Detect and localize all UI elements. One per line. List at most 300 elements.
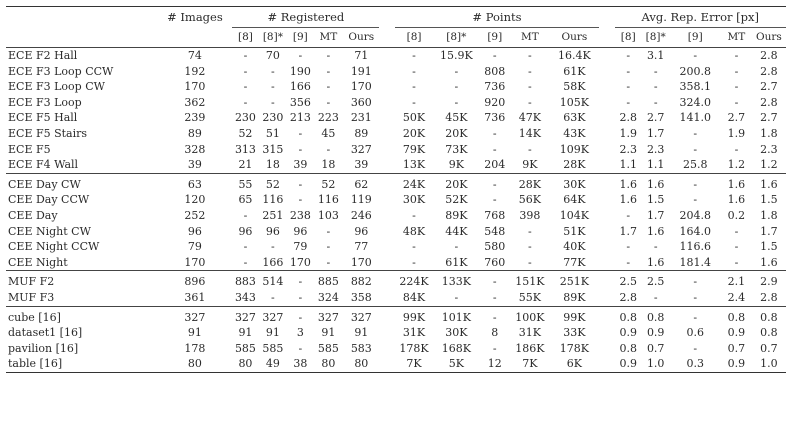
table-cell: 120 xyxy=(184,193,206,207)
dataset-name: ECE F3 Loop CCW xyxy=(8,64,114,78)
table-cell: 77 xyxy=(354,240,369,254)
table-cell: - xyxy=(412,64,416,78)
column-gap xyxy=(379,64,394,80)
table-cell: 14K xyxy=(518,126,541,140)
table-cell: - xyxy=(243,95,248,109)
table-cell: 0.8 xyxy=(721,306,752,325)
table-cell: 20K xyxy=(402,126,426,140)
table-cell: 91 xyxy=(187,326,202,340)
table-cell: 2.8 xyxy=(760,49,778,62)
table-cell: 0.9 xyxy=(727,326,746,340)
dataset-name: CEE Night CCW xyxy=(8,240,100,254)
table-cell: 25.8 xyxy=(682,158,708,172)
registered-header: # Registered xyxy=(232,7,379,28)
table-cell: 0.9 xyxy=(721,356,752,372)
table-cell: 2.7 xyxy=(646,111,665,125)
table-cell: 20K xyxy=(445,126,468,140)
table-cell: 3.1 xyxy=(646,49,665,62)
table-cell: 230 xyxy=(234,111,256,125)
table-cell: 96 xyxy=(238,224,253,238)
table-cell: 80 xyxy=(158,356,233,372)
table-cell: 103 xyxy=(317,208,339,222)
table-cell: 1.6 xyxy=(752,173,786,192)
table-cell: 0.9 xyxy=(615,356,642,372)
table-cell: 324 xyxy=(317,290,339,304)
table-cell: 79K xyxy=(402,142,426,156)
table-cell: - xyxy=(326,49,331,62)
table-cell: 882 xyxy=(343,271,379,290)
table-cell: 1.8 xyxy=(760,208,778,222)
dataset-name: MUF F2 xyxy=(6,271,158,290)
table-cell: 47K xyxy=(518,111,541,125)
table-cell: 133K xyxy=(433,271,479,290)
table-row xyxy=(6,110,786,126)
table-cell: 1.6 xyxy=(642,173,669,192)
table-cell: 223 xyxy=(317,111,339,125)
table-cell: 104K xyxy=(559,208,589,222)
table-cell: 200.8 xyxy=(679,64,711,78)
table-cell: - xyxy=(528,142,532,156)
table-cell: - xyxy=(326,142,331,156)
table-cell: 119 xyxy=(350,193,372,207)
table-cell: 45 xyxy=(321,126,336,140)
table-cell: 61K xyxy=(445,255,468,269)
table-cell: - xyxy=(326,255,331,269)
table-cell: - xyxy=(528,95,532,109)
table-cell: 16.4K xyxy=(558,49,591,62)
table-cell: 2.8 xyxy=(760,64,778,78)
table-cell: 18 xyxy=(321,158,336,172)
dataset-name: MUF F3 xyxy=(8,290,55,304)
table-cell: 313 xyxy=(234,142,256,156)
table-cell: - xyxy=(271,64,275,78)
table-cell: 164.0 xyxy=(679,224,711,238)
table-cell: 398 xyxy=(519,208,541,222)
table-cell: 230 xyxy=(262,111,284,125)
table-cell: - xyxy=(479,306,510,325)
table-cell: 327 xyxy=(350,142,372,156)
table-cell: 1.2 xyxy=(760,158,778,172)
table-cell: 80 xyxy=(232,356,258,372)
table-cell: 45K xyxy=(445,111,468,125)
table-cell: - xyxy=(326,240,331,254)
table-cell: - xyxy=(454,64,459,78)
table-cell: 2.4 xyxy=(727,290,746,304)
table-cell: 151K xyxy=(510,271,550,290)
table-cell: - xyxy=(243,255,248,269)
table-cell: 2.8 xyxy=(619,111,637,125)
table-cell: 30K xyxy=(402,193,426,207)
table-row xyxy=(6,157,786,173)
table-cell: 99K xyxy=(550,306,599,325)
table-row xyxy=(6,126,786,142)
table-cell: 52 xyxy=(259,173,288,192)
column-gap xyxy=(379,157,394,173)
table-cell: 79 xyxy=(187,240,202,254)
column-gap xyxy=(379,239,394,255)
table-cell: 2.5 xyxy=(615,271,642,290)
results-table xyxy=(6,6,786,373)
table-cell: 192 xyxy=(184,64,206,78)
table-cell: - xyxy=(693,290,698,304)
table-cell: 12 xyxy=(479,356,510,372)
table-cell: - xyxy=(492,142,497,156)
table-cell: 238 xyxy=(289,208,311,222)
table-cell: 0.9 xyxy=(646,326,665,340)
table-cell: 31K xyxy=(518,326,541,340)
table-cell: 100K xyxy=(510,306,550,325)
subheader-ours: Ours xyxy=(752,28,786,48)
table-cell: 91 xyxy=(265,326,280,340)
table-cell: 1.6 xyxy=(615,173,642,192)
table-cell: 2.8 xyxy=(760,290,778,304)
table-row xyxy=(6,290,786,306)
table-cell: - xyxy=(326,224,331,238)
table-cell: 252 xyxy=(184,208,206,222)
column-gap xyxy=(379,271,394,290)
table-row xyxy=(6,95,786,111)
table-cell: - xyxy=(243,49,248,62)
table-cell: 343 xyxy=(234,290,256,304)
table-cell: 43K xyxy=(563,126,586,140)
table-cell: 224K xyxy=(395,271,433,290)
column-gap xyxy=(599,271,614,290)
table-cell: 166 xyxy=(289,80,311,94)
column-gap xyxy=(379,48,394,64)
table-cell: 96 xyxy=(293,224,308,238)
subheader-ref9: [9] xyxy=(669,28,721,48)
table-row xyxy=(6,208,786,224)
table-row xyxy=(6,192,786,208)
column-gap xyxy=(379,325,394,341)
column-gap xyxy=(599,48,614,64)
table-cell: 583 xyxy=(350,341,372,355)
table-cell: - xyxy=(271,290,275,304)
table-cell: 2.3 xyxy=(760,142,778,156)
table-cell: 585 xyxy=(317,341,339,355)
dataset-name: CEE Day CW xyxy=(6,173,158,192)
table-cell: - xyxy=(653,64,658,78)
table-cell: 30K xyxy=(445,326,468,340)
table-cell: 89 xyxy=(354,126,369,140)
table-cell: 51 xyxy=(265,126,280,140)
table-cell: 1.5 xyxy=(760,193,778,207)
table-cell: - xyxy=(528,240,532,254)
table-cell: 885 xyxy=(314,271,344,290)
table-cell: 808 xyxy=(484,64,506,78)
table-cell: - xyxy=(693,142,698,156)
table-row xyxy=(6,48,786,64)
table-cell: 178 xyxy=(184,341,206,355)
column-gap xyxy=(599,126,614,142)
table-cell: - xyxy=(669,306,721,325)
table-cell: - xyxy=(734,95,739,109)
corner-cell xyxy=(6,28,158,48)
table-cell: 116 xyxy=(317,193,339,207)
table-cell: - xyxy=(454,95,459,109)
table-cell: 116.6 xyxy=(679,240,711,254)
dataset-name: ECE F5 xyxy=(8,142,51,156)
table-cell: 736 xyxy=(484,80,506,94)
table-row xyxy=(6,224,786,240)
table-cell: 361 xyxy=(184,290,206,304)
table-cell: 20K xyxy=(433,173,479,192)
table-cell: - xyxy=(287,173,313,192)
dataset-name: CEE Night xyxy=(8,255,68,269)
table-cell: 89K xyxy=(563,290,586,304)
column-gap xyxy=(379,110,394,126)
table-cell: 1.1 xyxy=(619,158,637,172)
table-cell: 7K xyxy=(510,356,550,372)
subheader-ref9: [9] xyxy=(287,28,313,48)
table-cell: 62 xyxy=(343,173,379,192)
subheader-ref8: [8] xyxy=(395,28,433,48)
table-cell: 1.5 xyxy=(646,193,665,207)
table-cell: 84K xyxy=(402,290,426,304)
table-cell: 79 xyxy=(293,240,308,254)
table-cell: 358.1 xyxy=(679,80,711,94)
table-cell: 49 xyxy=(259,356,288,372)
column-gap xyxy=(599,290,614,306)
dataset-name: CEE Day CCW xyxy=(8,193,90,207)
table-cell: 48K xyxy=(402,224,426,238)
dataset-name: cube [16] xyxy=(6,306,158,325)
table-cell: 52K xyxy=(445,193,468,207)
table-cell: 166 xyxy=(262,255,284,269)
table-cell: 38 xyxy=(287,356,313,372)
table-cell: 0.8 xyxy=(619,341,637,355)
table-cell: 2.7 xyxy=(760,80,778,94)
table-row xyxy=(6,79,786,95)
table-cell: 736 xyxy=(484,111,506,125)
subheader-ours: Ours xyxy=(550,28,599,48)
column-gap xyxy=(599,64,614,80)
table-cell: 30K xyxy=(550,173,599,192)
table-body xyxy=(6,48,786,373)
table-cell: - xyxy=(626,95,631,109)
table-cell: 883 xyxy=(232,271,258,290)
column-gap xyxy=(379,208,394,224)
table-cell: 548 xyxy=(484,224,506,238)
table-cell: - xyxy=(412,80,416,94)
column-gap xyxy=(379,255,394,271)
table-cell: 89 xyxy=(187,126,202,140)
table-cell: - xyxy=(271,240,275,254)
table-cell: 91 xyxy=(321,326,336,340)
table-cell: - xyxy=(326,80,331,94)
table-cell: 1.6 xyxy=(760,255,778,269)
table-cell: 585 xyxy=(234,341,256,355)
table-cell: 0.8 xyxy=(752,306,786,325)
table-cell: - xyxy=(626,80,631,94)
column-gap xyxy=(599,79,614,95)
table-cell: 5K xyxy=(433,356,479,372)
table-cell: 91 xyxy=(238,326,253,340)
table-cell: 170 xyxy=(184,80,206,94)
table-cell: 51K xyxy=(563,224,586,238)
table-cell: 96 xyxy=(265,224,280,238)
table-cell: 105K xyxy=(559,95,589,109)
table-cell: 70 xyxy=(265,49,280,62)
table-cell: - xyxy=(669,271,721,290)
table-cell: 77K xyxy=(563,255,586,269)
table-cell: - xyxy=(734,255,739,269)
table-cell: 231 xyxy=(350,111,372,125)
table-cell: - xyxy=(693,49,698,62)
column-gap xyxy=(379,173,394,192)
table-cell: 1.7 xyxy=(619,224,637,238)
table-cell: - xyxy=(626,208,631,222)
column-gap xyxy=(599,110,614,126)
table-cell: 1.9 xyxy=(727,126,746,140)
table-cell: 204.8 xyxy=(679,208,711,222)
table-cell: 80 xyxy=(314,356,344,372)
table-cell: 141.0 xyxy=(679,111,711,125)
table-cell: 0.7 xyxy=(646,341,665,355)
table-cell: 71 xyxy=(354,49,369,62)
subheader-ref8-star: [8]* xyxy=(642,28,669,48)
dataset-name: ECE F3 Loop CW xyxy=(8,80,105,94)
dataset-name: CEE Day xyxy=(8,208,58,222)
table-cell: 251 xyxy=(262,208,284,222)
table-cell: - xyxy=(287,306,313,325)
table-cell: - xyxy=(734,64,739,78)
subheader-ref8: [8] xyxy=(232,28,258,48)
table-cell: - xyxy=(626,240,631,254)
subheader-mt: MT xyxy=(510,28,550,48)
table-cell: 109K xyxy=(559,142,589,156)
table-cell: - xyxy=(492,290,497,304)
table-cell: 356 xyxy=(289,95,311,109)
subheader-mt: MT xyxy=(314,28,344,48)
table-cell: - xyxy=(298,126,303,140)
table-cell: - xyxy=(412,240,416,254)
table-cell: - xyxy=(626,255,631,269)
table-cell: - xyxy=(298,142,303,156)
table-cell: 7K xyxy=(395,356,433,372)
table-cell: 116 xyxy=(262,193,284,207)
table-cell: 920 xyxy=(484,95,506,109)
table-cell: 204 xyxy=(484,158,506,172)
table-cell: 9K xyxy=(522,158,538,172)
column-gap xyxy=(379,356,394,372)
table-cell: 96 xyxy=(354,224,369,238)
table-cell: 73K xyxy=(445,142,468,156)
table-cell: 0.8 xyxy=(615,306,642,325)
table-cell: - xyxy=(626,64,631,78)
dataset-name: pavilion [16] xyxy=(8,341,79,355)
table-cell: 251K xyxy=(550,271,599,290)
table-cell: 324.0 xyxy=(679,95,711,109)
table-cell: 6K xyxy=(550,356,599,372)
table-cell: 1.1 xyxy=(646,158,665,172)
header-gap xyxy=(599,7,614,28)
table-cell: 28K xyxy=(510,173,550,192)
table-cell: - xyxy=(734,240,739,254)
table-cell: 2.7 xyxy=(760,111,778,125)
table-cell: 99K xyxy=(395,306,433,325)
table-cell: 63 xyxy=(158,173,233,192)
table-cell: - xyxy=(298,193,303,207)
table-cell: - xyxy=(454,240,459,254)
table-cell: 0.9 xyxy=(619,326,637,340)
table-cell: 18 xyxy=(265,158,280,172)
dataset-name: ECE F5 Stairs xyxy=(8,126,88,140)
table-cell: 181.4 xyxy=(679,255,711,269)
table-cell: 178K xyxy=(559,341,589,355)
table-cell: 191 xyxy=(350,64,372,78)
table-cell: 213 xyxy=(289,111,311,125)
dataset-name: ECE F4 Wall xyxy=(8,158,79,172)
table-row xyxy=(6,356,786,372)
header-gap xyxy=(379,7,394,28)
table-cell: 15.9K xyxy=(439,49,473,62)
table-cell: 327 xyxy=(343,306,379,325)
column-gap xyxy=(599,356,614,372)
table-cell: - xyxy=(528,255,532,269)
column-gap xyxy=(599,192,614,208)
table-cell: 52 xyxy=(238,126,253,140)
table-cell: - xyxy=(734,142,739,156)
table-cell: 0.8 xyxy=(760,326,778,340)
column-gap xyxy=(379,142,394,158)
table-cell: 170 xyxy=(184,255,206,269)
column-gap xyxy=(379,341,394,357)
table-row xyxy=(6,173,786,192)
header-gap xyxy=(158,28,233,48)
table-cell: 33K xyxy=(563,326,586,340)
table-cell: - xyxy=(298,341,303,355)
table-cell: - xyxy=(653,290,658,304)
column-gap xyxy=(599,341,614,357)
table-cell: 327 xyxy=(314,306,344,325)
table-cell: - xyxy=(326,64,331,78)
column-gap xyxy=(379,224,394,240)
error-header: Avg. Rep. Error [px] xyxy=(615,7,786,28)
table-cell: 170 xyxy=(350,255,372,269)
table-cell: - xyxy=(298,49,303,62)
table-cell: - xyxy=(693,193,698,207)
table-cell: 327 xyxy=(232,306,258,325)
table-cell: - xyxy=(454,290,459,304)
table-cell: 2.3 xyxy=(619,142,637,156)
dataset-name: table [16] xyxy=(6,356,158,372)
table-cell: 315 xyxy=(262,142,284,156)
column-gap xyxy=(379,95,394,111)
table-cell: - xyxy=(243,64,248,78)
table-cell: - xyxy=(528,64,532,78)
table-cell: 2.5 xyxy=(642,271,669,290)
table-cell: 56K xyxy=(518,193,541,207)
table-cell: 50K xyxy=(402,111,426,125)
table-cell: - xyxy=(271,95,275,109)
subheader-ref8-star: [8]* xyxy=(433,28,479,48)
table-cell: 52 xyxy=(314,173,344,192)
table-cell: - xyxy=(653,95,658,109)
table-cell: - xyxy=(693,341,698,355)
table-cell: - xyxy=(492,341,497,355)
subheader-mt: MT xyxy=(721,28,752,48)
table-cell: 2.7 xyxy=(727,111,746,125)
table-cell: 1.2 xyxy=(727,158,746,172)
table-cell: - xyxy=(412,255,416,269)
table-cell: 65 xyxy=(238,193,253,207)
table-cell: 585 xyxy=(262,341,284,355)
table-cell: - xyxy=(412,95,416,109)
table-cell: 39 xyxy=(354,158,369,172)
table-cell: 358 xyxy=(350,290,372,304)
table-cell: 39 xyxy=(187,158,202,172)
